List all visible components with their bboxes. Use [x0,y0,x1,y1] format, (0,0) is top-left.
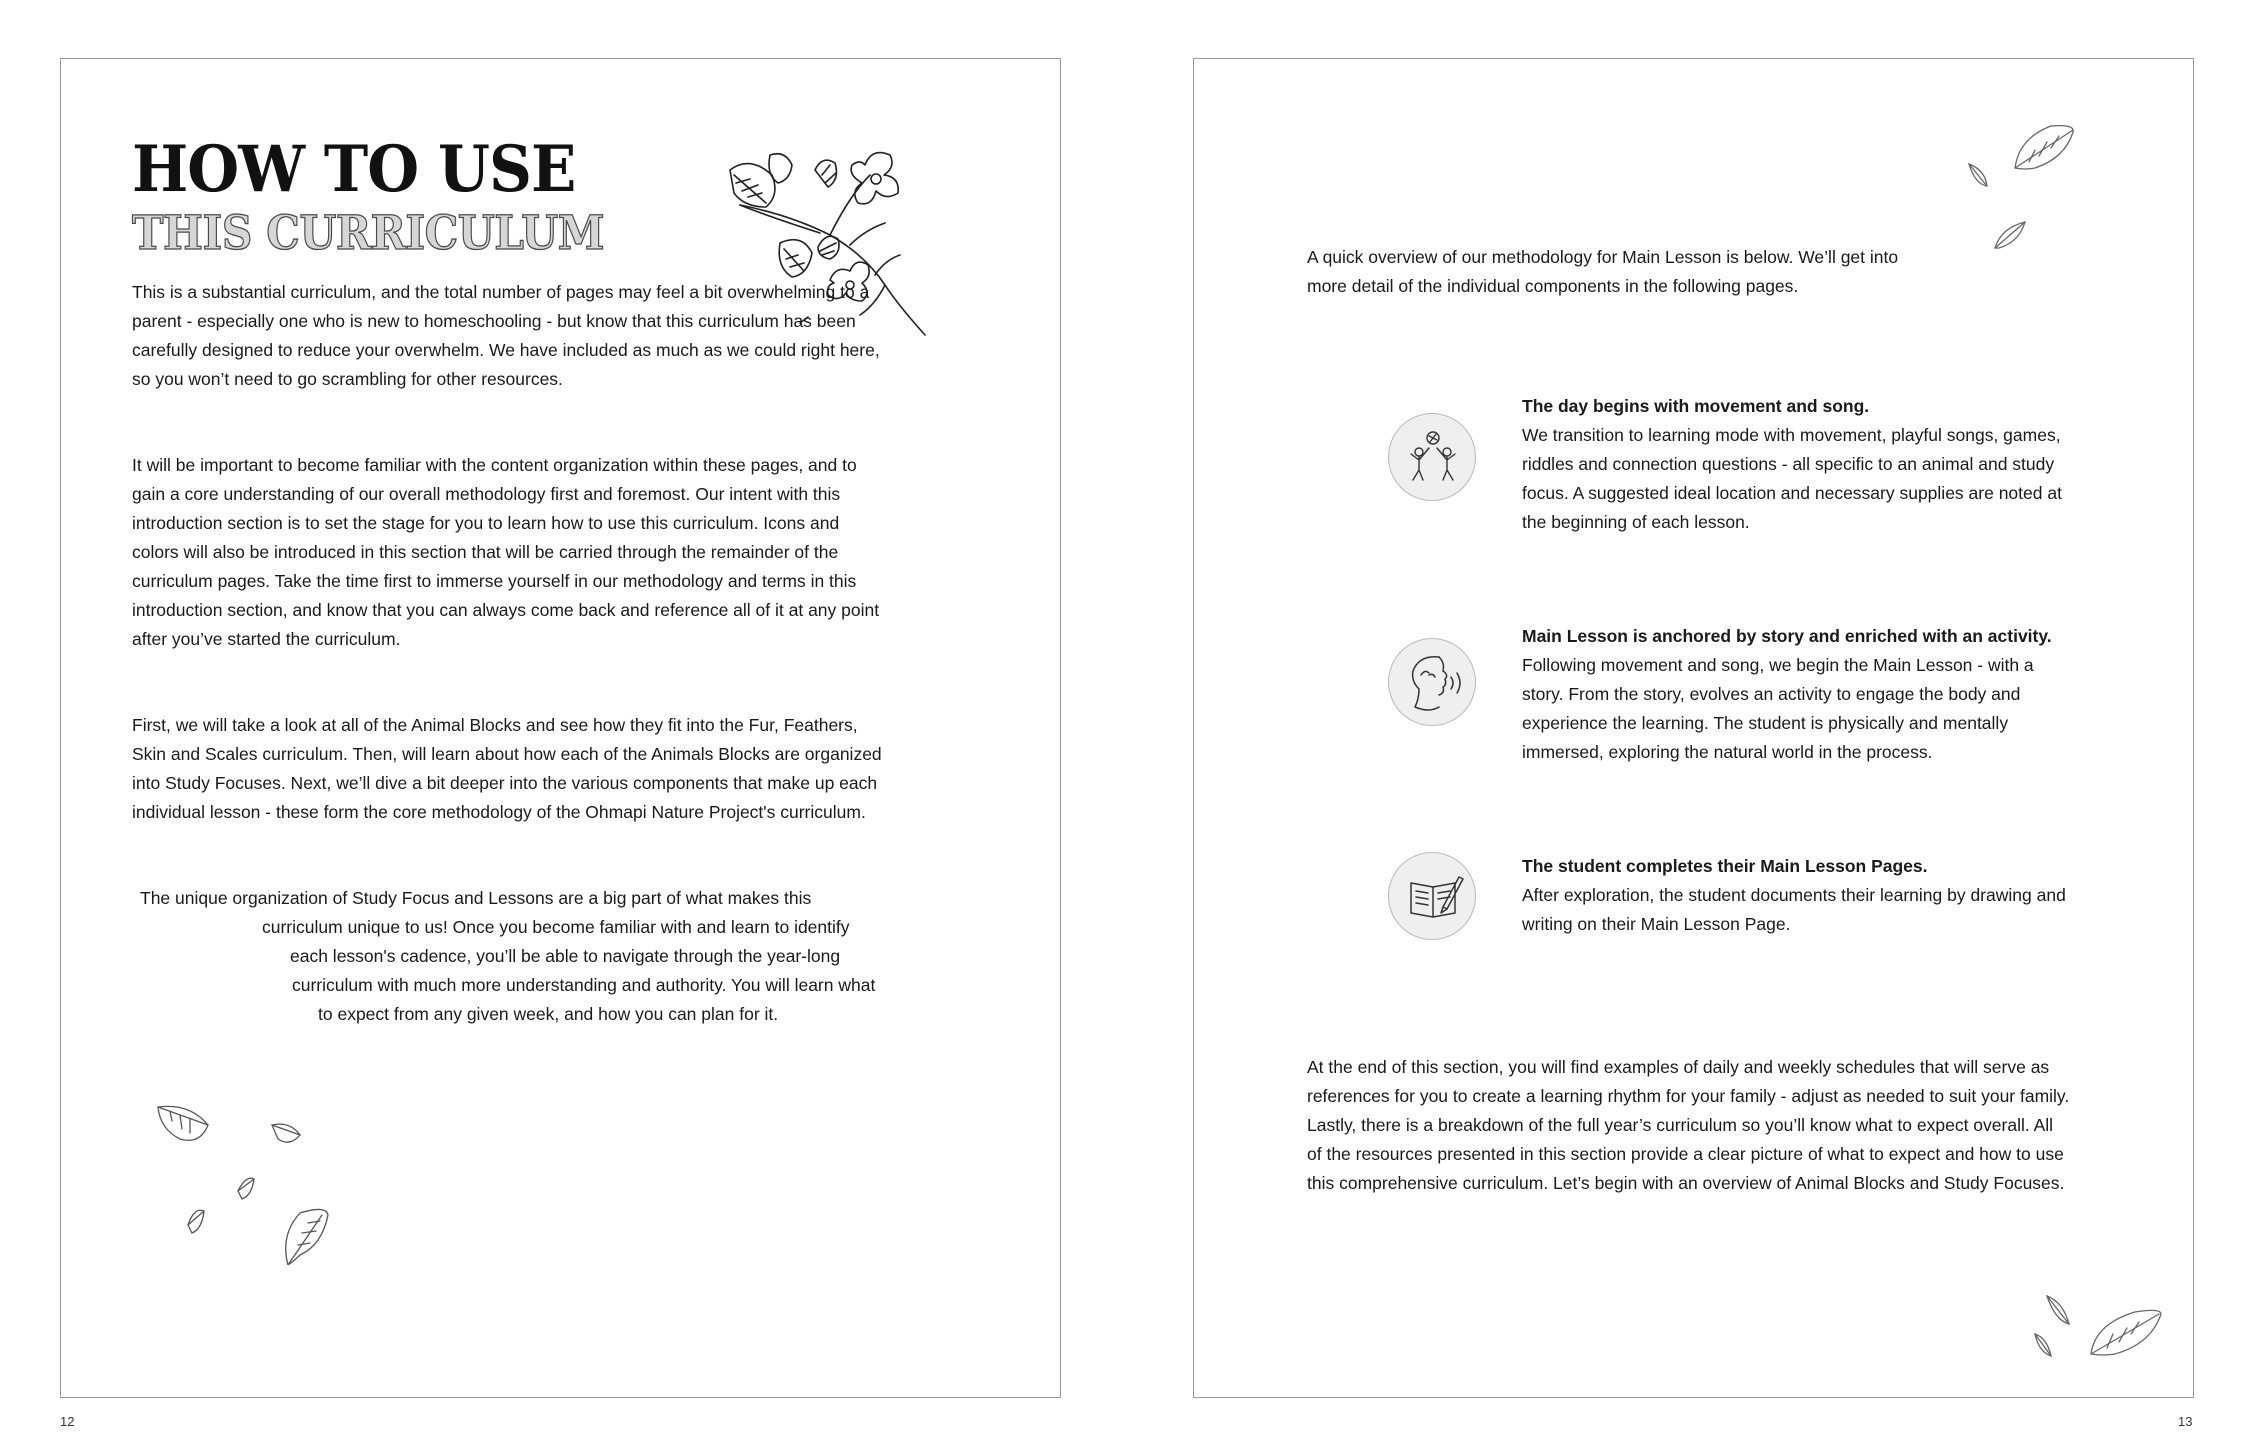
closing-paragraph: At the end of this section, you will find examples of daily and weekly schedules that will serve as references for you to create a learning rhythm for your family - adjust as needed to suit your family. Lastly, there is a breakdown of the full year’s curriculum so you’ll know what to expect overall. All of the resources presented in this section provide a clear picture of what to expect and how to use this comprehensive curriculum. Let’s begin with an overview of Animal Blocks and Study Focuses. [1307,1057,2070,1193]
overview-paragraph: First, we will take a look at all of the Animal Blocks and see how they fit into the Fur, Feathers, Skin and Scales curriculum. Then, will learn about how each of the Animals Blocks are organized into Study Focuses. Next, we’ll dive a bit deeper into the various components that make up each individual lesson - these form the core methodology of the Ohmapi Nature Project's curriculum. [132,715,882,822]
page-number-left: 12 [60,1414,75,1429]
notebook-pencil-icon [1389,853,1477,941]
storyteller-face-icon [1389,639,1477,727]
page-number-right: 13 [2178,1414,2193,1429]
organization-paragraph: It will be important to become familiar with the content organization within these pages, and to gain a core understanding of our overall methodology first and foremost. Our intent with this introduction section is to set the stage for you to learn how to use this curriculum. Icons and colors will also be introduced in this section that will be carried through the remainder of the curriculum pages. Take the time first to immerse yourself in our methodology and terms in this introduction section, and know that you can always come back and reference all of it at any point after you’ve started the curriculum. [132,455,880,649]
unique-organization-paragraph: The unique organization of Study Focus and Lessons are a big part of what makes this curriculum unique to us! Once you become familiar with and learn to identify each lesson's cadence, you’ll be able to navigate through the year-long curriculum with much more understanding and authority. You will learn what to expect from any given week, and how you can plan for it. [140,888,876,1024]
page-subtitle: THIS CURRICULUM [132,206,605,261]
movement-icon-badge [1388,413,1476,501]
intro-paragraph: This is a substantial curriculum, and the total number of pages may feel a bit overwhelming to a parent - especially one who is new to homeschooling - but know that this curriculum has been carefully designed to reduce your overwhelm. We have included as much as we could right here, so you won’t need to go scrambling for other resources. [132,282,880,389]
component-text: The student completes their Main Lesson Pages. After exploration, the student documents their learning by drawing and writing on their Main Lesson Page. [1522,852,2182,939]
scattered-leaves-icon [1955,118,2085,258]
page-title: HOW TO USE [132,132,576,207]
scattered-leaves-icon [150,1095,340,1265]
component-text: The day begins with movement and song. We transition to learning mode with movement, playful songs, games, riddles and connection questions - all specific to an animal and study focus. A suggested ideal location and necessary supplies are noted at the beginning of each lesson. [1522,392,2182,537]
component-text: Main Lesson is anchored by story and enriched with an activity. Following movement and song, we begin the Main Lesson - with a story. From the story, evolves an activity to engage the body and experience the learning. The student is physically and mentally immersed, exploring the natural world in the process. [1522,622,2182,767]
component-heading: The day begins with movement and song. [1522,396,1870,416]
story-icon-badge [1388,638,1476,726]
component-heading: The student completes their Main Lesson Pages. [1522,856,1928,876]
notebook-icon-badge [1388,852,1476,940]
scattered-leaves-icon [2025,1290,2175,1370]
methodology-intro: A quick overview of our methodology for Main Lesson is below. We’ll get into more detail of the individual components in the following pages. [1307,247,1899,296]
component-heading: Main Lesson is anchored by story and enriched with an activity. [1522,626,2052,646]
children-dancing-icon [1389,414,1477,502]
